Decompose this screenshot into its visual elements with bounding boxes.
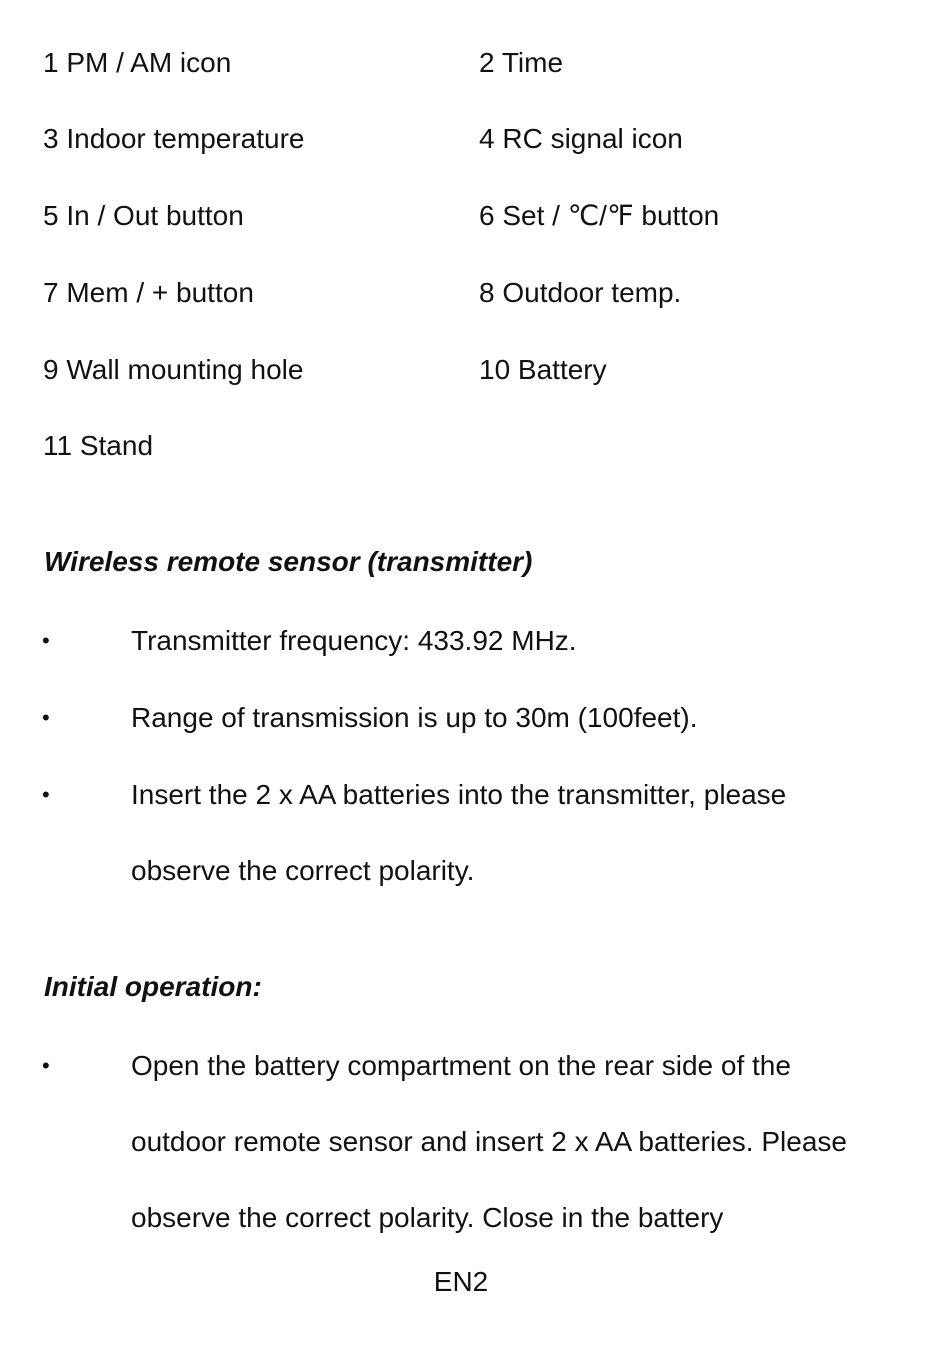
part-item: 6 Set / ℃/℉ button xyxy=(479,200,720,231)
part-item: 1 PM / AM icon xyxy=(43,47,232,78)
bullet-text: observe the correct polarity. xyxy=(131,855,475,886)
part-item: 11 Stand xyxy=(43,430,154,461)
bullet-icon: • xyxy=(42,705,50,730)
section-heading: Wireless remote sensor (transmitter) xyxy=(44,546,533,577)
part-item: 10 Battery xyxy=(479,354,607,385)
part-item: 9 Wall mounting hole xyxy=(43,354,304,385)
part-item: 3 Indoor temperature xyxy=(43,123,305,154)
bullet-text: observe the correct polarity. Close in the battery xyxy=(131,1202,724,1233)
part-item: 4 RC signal icon xyxy=(479,123,683,154)
bullet-text: Range of transmission is up to 30m (100feet). xyxy=(131,702,698,733)
part-item: 2 Time xyxy=(479,47,564,78)
page-number: EN2 xyxy=(433,1266,489,1297)
part-item: 8 Outdoor temp. xyxy=(479,277,682,308)
bullet-icon: • xyxy=(42,1053,50,1078)
bullet-icon: • xyxy=(42,782,50,807)
part-item: 5 In / Out button xyxy=(43,200,244,231)
bullet-text: Transmitter frequency: 433.92 MHz. xyxy=(131,625,577,656)
bullet-icon: • xyxy=(42,628,50,653)
bullet-text: outdoor remote sensor and insert 2 x AA batteries. Please xyxy=(131,1126,847,1157)
part-item: 7 Mem / + button xyxy=(43,277,254,308)
bullet-text: Open the battery compartment on the rear side of the xyxy=(131,1050,791,1081)
section-heading: Initial operation: xyxy=(44,971,262,1002)
bullet-text: Insert the 2 x AA batteries into the transmitter, please xyxy=(131,779,787,810)
